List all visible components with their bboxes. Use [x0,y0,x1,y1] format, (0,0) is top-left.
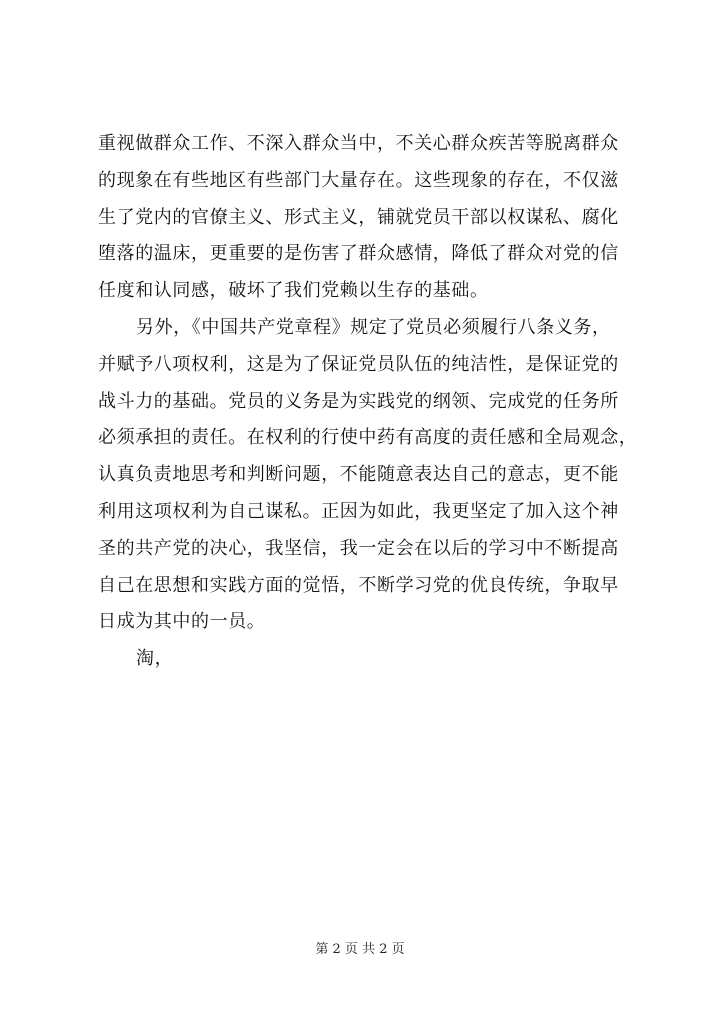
text-line: 任度和认同感，破坏了我们党赖以生存的基础。 [98,280,489,302]
text-line: 生了党内的官僚主义、形式主义，铺就党员干部以权谋私、腐化 [98,206,619,228]
page-footer [0,938,720,957]
text-line: 利用这项权利为自己谋私。正因为如此，我更坚定了加入这个神 [98,500,619,522]
text-line: 必须承担的责任。在权利的行使中药有高度的责任感和全局观念， [98,427,638,449]
text-line: 并赋予八项权利，这是为了保证党员队伍的纯洁性，是保证党的 [98,353,619,375]
text-line: 认真负责地思考和判断问题，不能随意表达自己的意志，更不能 [98,464,619,486]
text-line: 的现象在有些地区有些部门大量存在。这些现象的存在，不仅滋 [98,169,619,191]
text-line: 重视做群众工作、不深入群众当中，不关心群众疾苦等脱离群众 [98,133,619,154]
text-line: 日成为其中的一员。 [98,611,266,633]
paragraph-start-line: 另外，《中国共产党章程》规定了党员必须履行八条义务， [136,316,611,338]
page-number-indicator: 第 2 页 共 2 页 [315,942,405,957]
paragraph-start-line: 淘， [136,648,174,670]
text-line: 战斗力的基础。党员的义务是为实践党的纲领、完成党的任务所 [98,390,619,412]
text-line: 自己在思想和实践方面的觉悟，不断学习党的优良传统，争取早 [98,574,619,596]
document-body [98,126,638,678]
text-line: 圣的共产党的决心，我坚信，我一定会在以后的学习中不断提高 [98,537,619,559]
text-line: 堕落的温床，更重要的是伤害了群众感情，降低了群众对党的信 [98,243,619,265]
